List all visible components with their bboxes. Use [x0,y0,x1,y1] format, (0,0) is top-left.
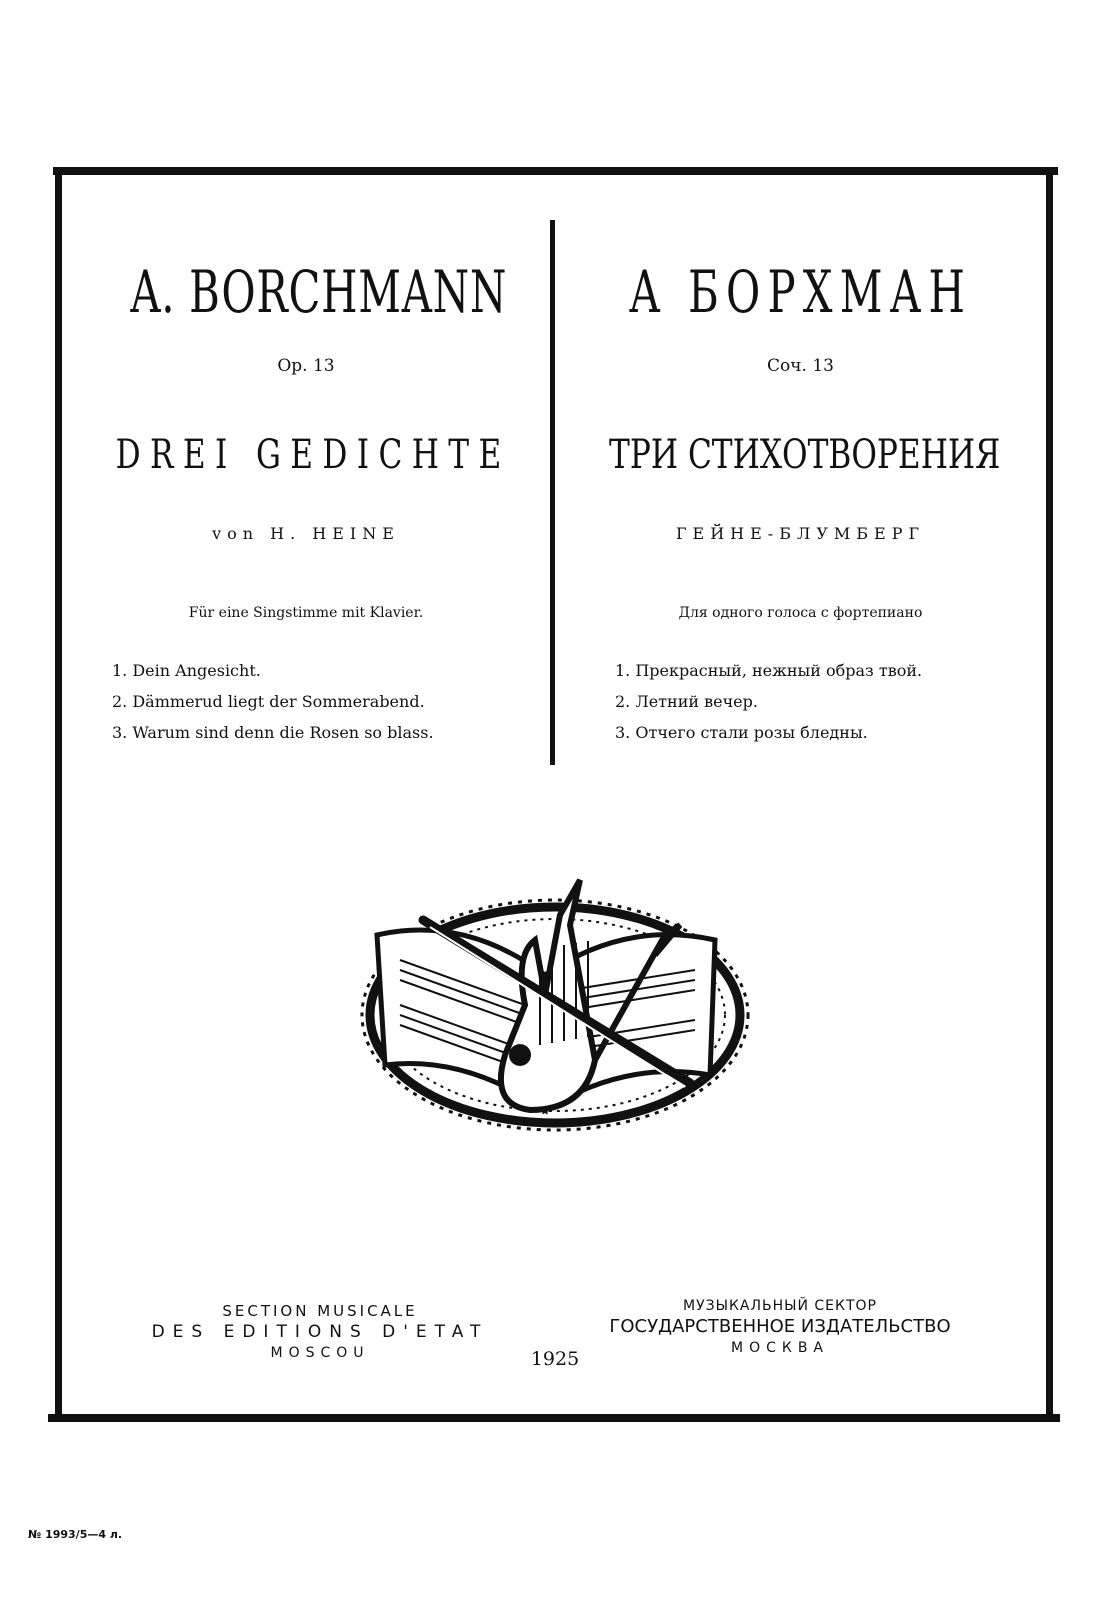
publisher-line: SECTION MUSICALE [222,1302,418,1320]
publisher-line: DES EDITIONS D'ETAT [151,1322,489,1342]
publisher-french [130,1302,510,1361]
opus-number: Op. 13 [277,356,335,376]
composer-name: А БОРХМАН [628,258,973,326]
frame-right-border [1046,175,1053,1415]
opus-number: Соч. 13 [767,356,834,376]
poet-credit: ГЕЙНЕ-БЛУМБЕРГ [675,524,926,543]
song-item: 1. Прекрасный, нежный образ твой. [615,661,923,680]
frame-top-border [53,167,1058,175]
publisher-city: MOSCOU [270,1345,370,1361]
instrumentation: Für eine Singstimme mit Klavier. [188,605,424,621]
frame-bottom-border [48,1414,1060,1422]
song-item: 1. Dein Angesicht. [112,661,261,680]
song-item: 2. Dämmerud liegt der Sommerabend. [112,692,425,711]
work-title: ТРИ СТИХОТВОРЕНИЯ [609,432,1001,478]
publisher-line: ГОСУДАРСТВЕННОЕ ИЗДАТЕЛЬСТВО [609,1316,951,1337]
frame-left-border [55,175,62,1415]
publisher-city: МОСКВА [731,1340,829,1356]
column-divider [550,220,555,765]
song-list [112,655,434,748]
publisher-russian [590,1298,970,1356]
song-item: 3. Warum sind denn die Rosen so blass. [112,723,434,742]
song-list [615,655,922,748]
song-item: 3. Отчего стали розы бледны. [615,723,868,742]
publication-year: 1925 [530,1348,580,1370]
work-title: DREI GEDICHTE [115,432,511,478]
poet-credit: von H. HEINE [212,524,400,543]
composer-name: A. BORCHMANN [130,258,508,326]
lyre-emblem-icon [355,865,755,1145]
song-item: 2. Летний вечер. [615,692,758,711]
instrumentation: Для одного голоса с фортепиано [678,605,923,621]
catalog-number: № 1993/5—4 л. [28,1528,123,1541]
publisher-line: МУЗЫКАЛЬНЫЙ СЕКТОР [683,1298,877,1314]
